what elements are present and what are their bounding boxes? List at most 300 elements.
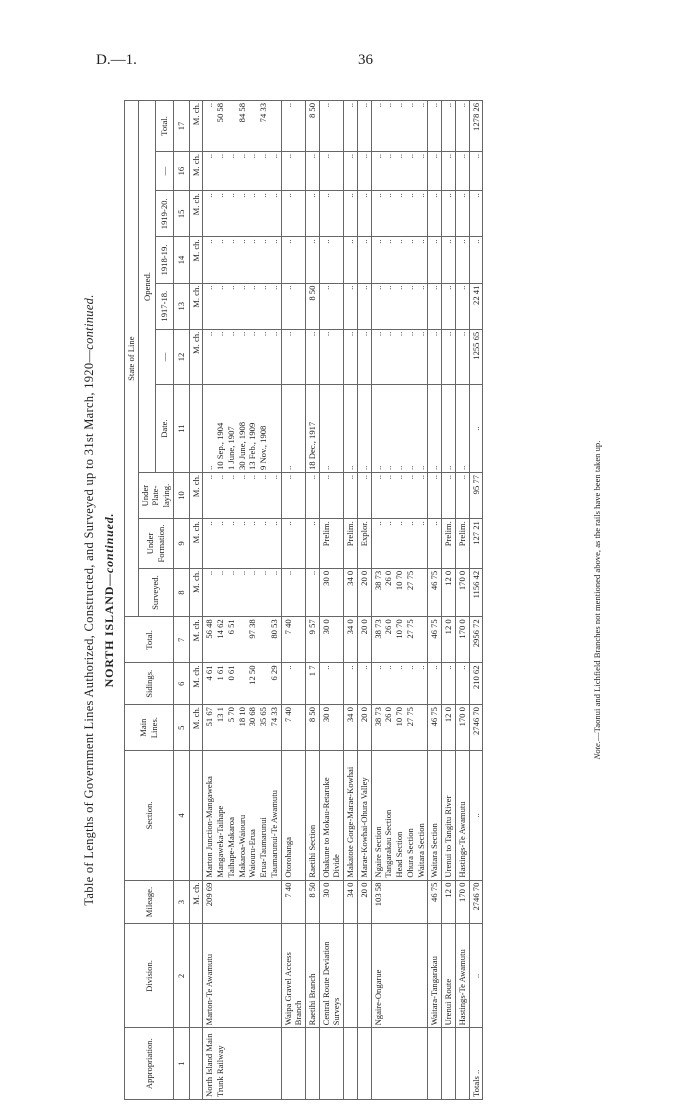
c16-line: .. bbox=[415, 153, 426, 159]
main-line: 8 50 bbox=[307, 707, 318, 723]
c13-cell bbox=[306, 283, 320, 329]
c13-cell bbox=[371, 283, 428, 329]
date-cell bbox=[344, 385, 358, 473]
appropriation-cell bbox=[455, 1028, 469, 1100]
c13-cell bbox=[455, 283, 469, 329]
c12-cell bbox=[203, 329, 281, 384]
sidings-line bbox=[237, 665, 248, 702]
c16-line: .. bbox=[268, 153, 279, 159]
c15-cell bbox=[344, 191, 358, 237]
c12-cell bbox=[428, 329, 442, 384]
platelaying-cell bbox=[455, 472, 469, 518]
totals-section: .. bbox=[469, 751, 483, 880]
formation-cell bbox=[428, 519, 442, 569]
c14-cell bbox=[281, 237, 305, 283]
date-cell bbox=[203, 385, 281, 473]
total-line: 27 75 bbox=[404, 619, 415, 639]
surveyed-line: 20 0 bbox=[358, 570, 369, 586]
main-line: 13 1 bbox=[215, 707, 226, 723]
platelaying-line: .. bbox=[415, 474, 426, 480]
col-number: 17 bbox=[173, 101, 189, 152]
surveyed-line: .. bbox=[204, 570, 215, 576]
platelaying-line: .. bbox=[215, 474, 226, 480]
c14-line: .. bbox=[404, 239, 415, 244]
units-cell: M. ch. bbox=[189, 519, 203, 569]
c12-line: .. bbox=[282, 331, 293, 337]
c17-cell bbox=[319, 101, 343, 152]
c16-cell bbox=[442, 151, 456, 190]
main-line: 7 40 bbox=[282, 707, 293, 723]
c15-line: .. bbox=[320, 193, 331, 198]
lengths-table bbox=[124, 100, 483, 1100]
surveyed-cell bbox=[455, 568, 469, 617]
c12-line: .. bbox=[404, 331, 415, 337]
c17-line: .. bbox=[429, 103, 440, 108]
header-1917-18: 1917-18. bbox=[156, 283, 174, 329]
surveyed-line: .. bbox=[215, 570, 226, 576]
col-number: 4 bbox=[173, 751, 189, 880]
section-cell bbox=[281, 751, 305, 880]
platelaying-line: .. bbox=[307, 474, 318, 480]
sidings-cell bbox=[357, 663, 371, 705]
units-cell: M. ch. bbox=[189, 237, 203, 283]
sidings-line: 12 50 bbox=[247, 665, 258, 685]
c17-cell bbox=[442, 101, 456, 152]
c15-cell bbox=[455, 191, 469, 237]
platelaying-cell bbox=[371, 472, 428, 518]
c13-line: .. bbox=[415, 285, 426, 290]
date-line: .. bbox=[372, 465, 383, 470]
c16-line: .. bbox=[383, 153, 394, 159]
surveyed-line: 34 0 bbox=[345, 570, 356, 586]
c16-line: .. bbox=[215, 153, 226, 159]
surveyed-line: 38 73 bbox=[372, 570, 383, 591]
mileage-cell: 30 0 bbox=[319, 880, 343, 924]
formation-line: .. bbox=[204, 521, 215, 526]
table-row bbox=[455, 101, 469, 1100]
section-line: Marton Junction-Mangaweka bbox=[204, 776, 215, 878]
c12-line: .. bbox=[204, 331, 215, 337]
c14-line: .. bbox=[456, 239, 467, 244]
c15-line: .. bbox=[456, 193, 467, 198]
c14-line: .. bbox=[358, 239, 369, 244]
platelaying-line: .. bbox=[247, 474, 258, 480]
mileage-cell: 209 69 bbox=[203, 880, 281, 924]
c13-line: .. bbox=[358, 285, 369, 290]
c12-line: .. bbox=[258, 331, 269, 337]
c15-line: .. bbox=[282, 193, 293, 198]
col-number: 12 bbox=[173, 329, 189, 384]
table-canvas bbox=[80, 100, 620, 1100]
date-line: .. bbox=[204, 465, 215, 470]
header-under-platelaying: Under Plate-laying. bbox=[138, 472, 173, 518]
units-cell bbox=[189, 1028, 203, 1100]
note-text: —Taonui and Lichfield Branches not mentioned above, as the rails have been taken up. bbox=[592, 440, 602, 741]
surveyed-line: 10 70 bbox=[394, 570, 405, 591]
header-main-lines: Main Lines. bbox=[125, 705, 174, 751]
appropriation-cell bbox=[281, 1028, 305, 1100]
formation-cell bbox=[442, 519, 456, 569]
main-line: 10 70 bbox=[394, 707, 405, 727]
totals-c14: .. bbox=[469, 237, 483, 283]
date-cell bbox=[319, 385, 343, 473]
appropriation-cell: North Island Main Trunk Railway bbox=[203, 1028, 281, 1100]
formation-line: .. bbox=[215, 521, 226, 526]
platelaying-line: .. bbox=[258, 474, 269, 480]
c14-line: .. bbox=[215, 239, 226, 244]
totals-date: .. bbox=[469, 385, 483, 473]
surveyed-line: 46 75 bbox=[429, 570, 440, 591]
main-line bbox=[416, 707, 427, 748]
date-line: 13 Feb., 1909 bbox=[247, 422, 258, 470]
total-line: 34 0 bbox=[345, 619, 356, 635]
total-line: 6 51 bbox=[225, 619, 236, 635]
total-line: 38 73 bbox=[372, 619, 383, 639]
sidings-cell bbox=[455, 663, 469, 705]
section-line: Makatote Gorge-Marae-Kowhai bbox=[345, 766, 356, 878]
header-dash-2: — bbox=[156, 151, 174, 190]
platelaying-cell bbox=[442, 472, 456, 518]
sidings-line: .. bbox=[320, 665, 331, 670]
c14-cell bbox=[319, 237, 343, 283]
c15-line: .. bbox=[268, 193, 279, 198]
c16-line: .. bbox=[307, 153, 318, 159]
total-line: 10 70 bbox=[394, 619, 405, 639]
total-line: 46 75 bbox=[429, 619, 440, 639]
surveyed-cell bbox=[281, 568, 305, 617]
date-line: .. bbox=[456, 465, 467, 470]
section-line: Taihape-Makaroa bbox=[225, 817, 236, 878]
units-cell: M. ch. bbox=[189, 101, 203, 152]
c17-cell bbox=[371, 101, 428, 152]
table-row bbox=[442, 101, 456, 1100]
c16-line: .. bbox=[394, 153, 405, 159]
formation-cell bbox=[306, 519, 320, 569]
c14-cell bbox=[428, 237, 442, 283]
formation-line: Prelim. bbox=[320, 521, 331, 547]
total-cell bbox=[306, 617, 320, 663]
c16-line: .. bbox=[258, 153, 269, 159]
section-line: Waitara Section bbox=[429, 823, 440, 878]
c16-line: .. bbox=[282, 153, 293, 159]
mileage-cell: 34 0 bbox=[344, 880, 358, 924]
c13-line: .. bbox=[204, 285, 215, 290]
c15-line: .. bbox=[247, 193, 258, 198]
c15-cell bbox=[319, 191, 343, 237]
c12-line: .. bbox=[358, 331, 369, 337]
col-number: 11 bbox=[173, 385, 189, 473]
surveyed-cell bbox=[306, 568, 320, 617]
surveyed-cell bbox=[428, 568, 442, 617]
c12-line: .. bbox=[215, 331, 226, 337]
c16-line: .. bbox=[404, 153, 415, 159]
appropriation-cell bbox=[371, 1028, 428, 1100]
c12-line: .. bbox=[394, 331, 405, 337]
header-appropriation: Appropriation. bbox=[125, 1028, 174, 1100]
mileage-cell: 8 50 bbox=[306, 880, 320, 924]
formation-line: .. bbox=[404, 521, 415, 526]
date-line: 1 June, 1907 bbox=[225, 426, 236, 470]
main-cell bbox=[442, 705, 456, 751]
date-cell bbox=[357, 385, 371, 473]
c15-line: .. bbox=[429, 193, 440, 198]
sidings-cell bbox=[203, 663, 281, 705]
c14-cell bbox=[442, 237, 456, 283]
units-cell bbox=[189, 385, 203, 473]
units-cell: M. ch. bbox=[189, 283, 203, 329]
surveyed-cell bbox=[371, 568, 428, 617]
c12-cell bbox=[306, 329, 320, 384]
surveyed-line: .. bbox=[236, 570, 247, 576]
totals-mileage: 2746 70 bbox=[469, 880, 483, 924]
main-cell bbox=[306, 705, 320, 751]
totals-platelaying: 95 77 bbox=[469, 472, 483, 518]
sidings-cell bbox=[442, 663, 456, 705]
c13-line: .. bbox=[443, 285, 454, 290]
section-line: Waiouru-Erua bbox=[247, 829, 258, 878]
c14-line: .. bbox=[282, 239, 293, 244]
sidings-line: .. bbox=[383, 665, 394, 670]
c16-line: .. bbox=[456, 153, 467, 159]
c12-line: .. bbox=[236, 331, 247, 337]
date-cell bbox=[428, 385, 442, 473]
c17-line: 74 33 bbox=[258, 103, 269, 123]
c14-line: .. bbox=[383, 239, 394, 244]
c15-cell bbox=[428, 191, 442, 237]
surveyed-cell bbox=[357, 568, 371, 617]
main-cell bbox=[428, 705, 442, 751]
date-line: .. bbox=[404, 465, 415, 470]
division-cell: Waitara-Tangarakau bbox=[428, 924, 442, 1028]
main-cell bbox=[371, 705, 428, 751]
sidings-line: .. bbox=[394, 665, 405, 670]
mileage-cell: 12 0 bbox=[442, 880, 456, 924]
totals-row bbox=[469, 101, 483, 1100]
date-line: .. bbox=[282, 465, 293, 470]
sidings-line: .. bbox=[358, 665, 369, 670]
c15-cell bbox=[357, 191, 371, 237]
formation-line: .. bbox=[247, 521, 258, 526]
date-cell bbox=[442, 385, 456, 473]
main-cell bbox=[357, 705, 371, 751]
totals-c13: 22 41 bbox=[469, 283, 483, 329]
c16-line: .. bbox=[358, 153, 369, 159]
main-line: 12 0 bbox=[443, 707, 454, 723]
section-line: Waitara Section bbox=[415, 823, 426, 878]
c14-line: .. bbox=[345, 239, 356, 244]
c14-line: .. bbox=[258, 239, 269, 244]
section-cell bbox=[344, 751, 358, 880]
c17-line: .. bbox=[456, 103, 467, 108]
platelaying-line: .. bbox=[358, 474, 369, 480]
main-line: 5 70 bbox=[225, 707, 236, 723]
c12-cell bbox=[357, 329, 371, 384]
c17-line: .. bbox=[383, 103, 394, 108]
platelaying-cell bbox=[428, 472, 442, 518]
total-cell bbox=[357, 617, 371, 663]
c17-line bbox=[247, 103, 258, 149]
header-total: Total. bbox=[125, 617, 174, 663]
section-cell bbox=[371, 751, 428, 880]
header-date: Date. bbox=[156, 385, 174, 473]
c13-line: .. bbox=[236, 285, 247, 290]
section-line: Head Section bbox=[394, 831, 405, 878]
total-cell bbox=[344, 617, 358, 663]
formation-line: .. bbox=[383, 521, 394, 526]
col-number: 13 bbox=[173, 283, 189, 329]
section-cell bbox=[455, 751, 469, 880]
units-cell: M. ch. bbox=[189, 151, 203, 190]
formation-line: .. bbox=[372, 521, 383, 526]
c16-cell bbox=[281, 151, 305, 190]
division-cell bbox=[344, 924, 358, 1028]
sidings-line: 1 61 bbox=[215, 665, 226, 681]
platelaying-line: .. bbox=[443, 474, 454, 480]
division-cell: Raetihi Branch bbox=[306, 924, 320, 1028]
page-section-code: D.—1. bbox=[96, 52, 137, 68]
col-number: 9 bbox=[173, 519, 189, 569]
date-line: .. bbox=[383, 465, 394, 470]
sidings-line: .. bbox=[456, 665, 467, 670]
total-cell bbox=[371, 617, 428, 663]
c16-line: .. bbox=[320, 153, 331, 159]
section-line: Tangarakau Section bbox=[383, 809, 394, 878]
c12-line: .. bbox=[320, 331, 331, 337]
surveyed-cell bbox=[344, 568, 358, 617]
total-line: 14 62 bbox=[215, 619, 226, 639]
c17-line: .. bbox=[404, 103, 415, 108]
section-line: Taumarunui-Te Awamutu bbox=[268, 790, 279, 878]
section-line: Otorohanga bbox=[282, 837, 293, 878]
date-line: 10 Sep., 1904 bbox=[215, 422, 226, 470]
units-row bbox=[189, 101, 203, 1100]
mileage-cell: 103 58 bbox=[371, 880, 428, 924]
date-line: .. bbox=[415, 465, 426, 470]
c14-line: .. bbox=[225, 239, 236, 244]
c14-cell bbox=[357, 237, 371, 283]
c15-line: .. bbox=[443, 193, 454, 198]
c13-line: .. bbox=[268, 285, 279, 290]
c17-cell bbox=[428, 101, 442, 152]
col-number: 14 bbox=[173, 237, 189, 283]
formation-line: .. bbox=[282, 521, 293, 526]
section-line: Ohura Section bbox=[404, 828, 415, 878]
units-cell: M. ch. bbox=[189, 880, 203, 924]
formation-line: Prelim. bbox=[345, 521, 356, 547]
platelaying-line: .. bbox=[204, 474, 215, 480]
c17-line: 84 58 bbox=[236, 103, 247, 123]
surveyed-line bbox=[416, 571, 427, 615]
c17-line: .. bbox=[320, 103, 331, 108]
appropriation-cell bbox=[357, 1028, 371, 1100]
formation-cell bbox=[344, 519, 358, 569]
total-cell bbox=[319, 617, 343, 663]
total-line: 20 0 bbox=[358, 619, 369, 635]
main-line: 51 67 bbox=[204, 707, 215, 727]
platelaying-line: .. bbox=[345, 474, 356, 480]
c12-cell bbox=[319, 329, 343, 384]
c13-cell bbox=[319, 283, 343, 329]
formation-line: .. bbox=[258, 521, 269, 526]
surveyed-cell bbox=[319, 568, 343, 617]
c16-line: .. bbox=[204, 153, 215, 159]
c13-line: .. bbox=[215, 285, 226, 290]
c12-line: .. bbox=[225, 331, 236, 337]
platelaying-line: .. bbox=[225, 474, 236, 480]
total-line: 170 0 bbox=[456, 619, 467, 639]
c13-line: .. bbox=[225, 285, 236, 290]
date-line: .. bbox=[429, 465, 440, 470]
platelaying-line: .. bbox=[404, 474, 415, 480]
col-number: 16 bbox=[173, 151, 189, 190]
rotated-table-area bbox=[80, 100, 620, 1100]
units-cell: M. ch. bbox=[189, 663, 203, 705]
platelaying-line: .. bbox=[456, 474, 467, 480]
date-line: 30 June, 1908 bbox=[236, 422, 247, 470]
c15-line: .. bbox=[204, 193, 215, 198]
c12-line: .. bbox=[415, 331, 426, 337]
c13-line: .. bbox=[429, 285, 440, 290]
platelaying-line: .. bbox=[372, 474, 383, 480]
date-cell bbox=[306, 385, 320, 473]
surveyed-line: .. bbox=[247, 570, 258, 576]
c13-line: .. bbox=[258, 285, 269, 290]
section-line: Makaroa-Waiouru bbox=[236, 814, 247, 878]
c17-line bbox=[269, 103, 280, 149]
formation-line: .. bbox=[268, 521, 279, 526]
c14-line: .. bbox=[443, 239, 454, 244]
totals-c15: .. bbox=[469, 191, 483, 237]
units-cell bbox=[189, 751, 203, 880]
date-line: .. bbox=[345, 465, 356, 470]
total-line bbox=[416, 619, 427, 660]
c17-line: .. bbox=[282, 103, 293, 108]
platelaying-line: .. bbox=[282, 474, 293, 480]
note-prefix: Note. bbox=[592, 740, 602, 760]
c14-cell bbox=[203, 237, 281, 283]
total-line: 26 0 bbox=[383, 619, 394, 635]
formation-cell bbox=[371, 519, 428, 569]
col-number: 2 bbox=[173, 924, 189, 1028]
main-line: 38 73 bbox=[372, 707, 383, 727]
c16-line: .. bbox=[443, 153, 454, 159]
col-number: 10 bbox=[173, 472, 189, 518]
main-line: 46 75 bbox=[429, 707, 440, 727]
platelaying-cell bbox=[344, 472, 358, 518]
c13-cell bbox=[344, 283, 358, 329]
section-cell bbox=[357, 751, 371, 880]
c12-cell bbox=[344, 329, 358, 384]
mileage-cell: 46 75 bbox=[428, 880, 442, 924]
col-number: 6 bbox=[173, 663, 189, 705]
caption-title-italic: continued. bbox=[82, 294, 96, 350]
platelaying-cell bbox=[306, 472, 320, 518]
section-line: Mangaweka-Taihape bbox=[215, 805, 226, 878]
header-surveyed: Surveyed. bbox=[138, 568, 173, 617]
date-line: .. bbox=[358, 465, 369, 470]
main-line: 30 0 bbox=[320, 707, 331, 723]
platelaying-line: .. bbox=[394, 474, 405, 480]
surveyed-line: .. bbox=[225, 570, 236, 576]
table-row bbox=[203, 101, 281, 1100]
section-line: Raetihi Section bbox=[307, 824, 318, 878]
c14-line: .. bbox=[415, 239, 426, 244]
platelaying-line: .. bbox=[429, 474, 440, 480]
c16-cell bbox=[371, 151, 428, 190]
c12-line: .. bbox=[307, 331, 318, 337]
table-row bbox=[306, 101, 320, 1100]
totals-main: 2746 70 bbox=[469, 705, 483, 751]
